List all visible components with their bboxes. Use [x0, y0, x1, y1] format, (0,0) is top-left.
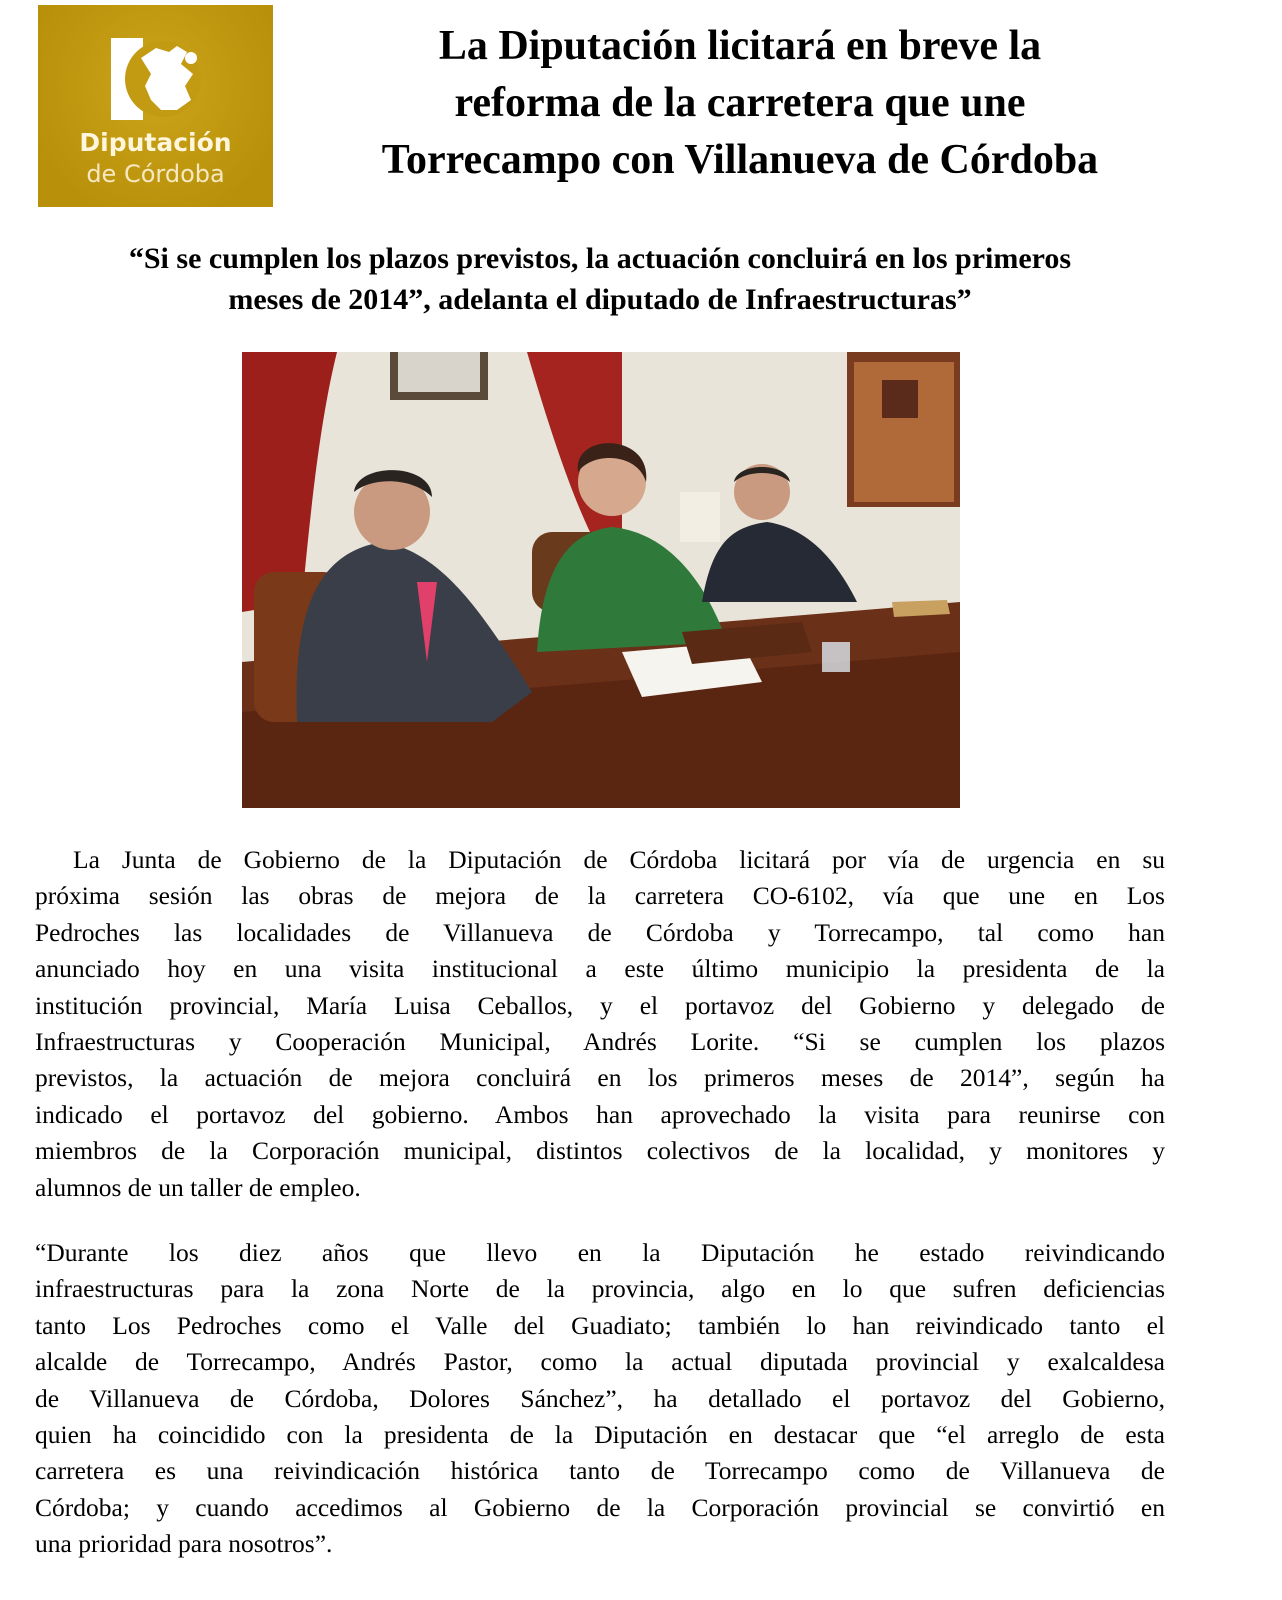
- logo-line-1: Diputación: [79, 128, 232, 157]
- text-line: indicado el portavoz del gobierno. Ambos han aprovechado la visita para reunirse con: [35, 1099, 1165, 1129]
- text-line: previstos, la actuación de mejora concluirá en los primeros meses de 2014”, según ha: [35, 1063, 1165, 1093]
- text-line: alcalde de Torrecampo, Andrés Pastor, como la actual diputada provincial y exalcaldesa: [35, 1347, 1165, 1377]
- press-photo: [242, 352, 960, 808]
- headline-line: Torrecampo con Villanueva de Córdoba: [381, 137, 1099, 183]
- text-line: carretera es una reivindicación histórica tanto de Torrecampo como de Villanueva de: [35, 1456, 1165, 1486]
- subheadline: [30, 238, 1170, 320]
- diputacion-logo: [38, 5, 273, 207]
- logo-line-2: de Córdoba: [86, 160, 225, 188]
- text-line: miembros de la Corporación municipal, distintos colectivos de la localidad, y monitores y: [35, 1136, 1165, 1166]
- text-line: próxima sesión las obras de mejora de la carretera CO-6102, vía que une en Los: [35, 881, 1165, 911]
- text-line: anunciado hoy en una visita institucional a este último municipio la presidenta de la: [35, 954, 1165, 984]
- lion-emblem-icon: [111, 38, 201, 120]
- text-line: infraestructuras para la zona Norte de la provincia, algo en lo que sufren deficiencias: [35, 1274, 1165, 1304]
- paragraph-2: [35, 1235, 1165, 1563]
- text-line: alumnos de un taller de empleo.: [35, 1172, 361, 1202]
- headline-line: La Diputación licitará en breve la: [438, 23, 1042, 69]
- subheadline-line: “Si se cumplen los plazos previstos, la actuación concluirá en los primeros: [128, 242, 1072, 275]
- text-line: “Durante los diez años que llevo en la Diputación he estado reivindicando: [35, 1238, 1165, 1267]
- text-line: una prioridad para nosotros”.: [35, 1529, 333, 1559]
- headline-line: reforma de la carretera que une: [454, 80, 1026, 126]
- headline: [300, 18, 1180, 189]
- text-line: Pedroches las localidades de Villanueva de Córdoba y Torrecampo, tal como han: [35, 917, 1165, 947]
- text-line: La Junta de Gobierno de la Diputación de Córdoba licitará por vía de urgencia en su: [73, 845, 1165, 874]
- paragraph-1: [35, 842, 1165, 1206]
- text-line: institución provincial, María Luisa Ceballos, y el portavoz del Gobierno y delegado de: [35, 990, 1165, 1020]
- text-line: de Villanueva de Córdoba, Dolores Sánchez”, ha detallado el portavoz del Gobierno,: [35, 1383, 1165, 1413]
- text-line: Infraestructuras y Cooperación Municipal, Andrés Lorite. “Si se cumplen los plazos: [35, 1026, 1165, 1056]
- text-line: tanto Los Pedroches como el Valle del Guadiato; también lo han reivindicado tanto el: [35, 1310, 1165, 1340]
- text-line: Córdoba; y cuando accedimos al Gobierno de la Corporación provincial se convirtió en: [35, 1492, 1165, 1522]
- text-line: quien ha coincidido con la presidenta de la Diputación en destacar que “el arreglo de esta: [35, 1419, 1165, 1449]
- subheadline-line: meses de 2014”, adelanta el diputado de Infraestructuras”: [228, 283, 972, 316]
